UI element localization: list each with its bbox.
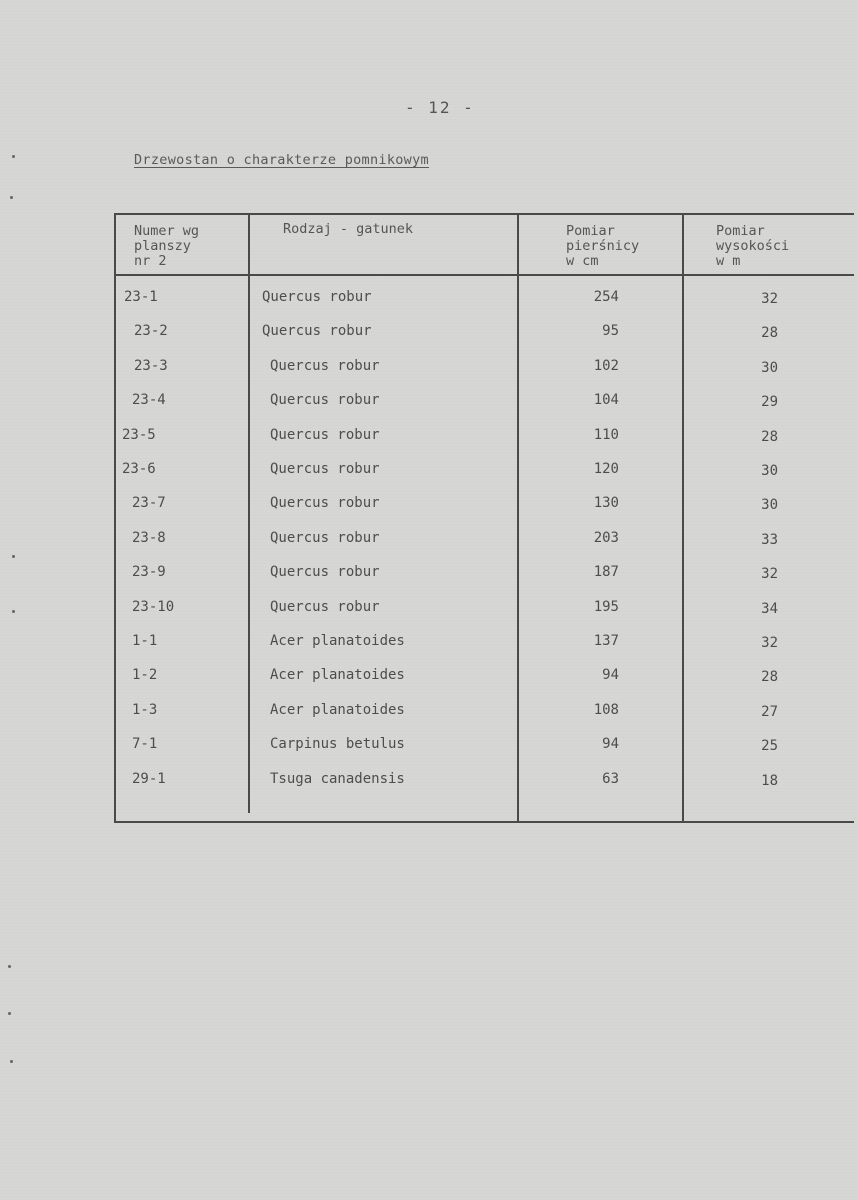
row-height: 30 <box>761 497 778 513</box>
row-number: 23-6 <box>122 461 156 477</box>
margin-mark <box>10 1060 13 1063</box>
document-title: Drzewostan o charakterze pomnikowym <box>134 152 429 168</box>
row-species: Quercus robur <box>262 323 372 339</box>
page-number: - 12 - <box>405 98 475 117</box>
row-circumference: 108 <box>593 702 619 718</box>
row-number: 7-1 <box>132 736 158 752</box>
table-col-divider-2 <box>517 213 519 822</box>
row-species: Quercus robur <box>270 392 380 408</box>
row-circumference: 102 <box>593 358 619 374</box>
row-species: Acer planatoides <box>270 667 405 683</box>
row-number: 23-1 <box>124 289 158 305</box>
margin-mark <box>10 196 13 199</box>
row-number: 23-3 <box>134 358 168 374</box>
row-height: 27 <box>761 704 778 720</box>
margin-mark <box>12 610 15 613</box>
table-header-rule <box>114 274 854 276</box>
row-number: 23-7 <box>132 495 166 511</box>
row-number: 1-2 <box>132 667 158 683</box>
row-height: 28 <box>761 429 778 445</box>
row-circumference: 63 <box>602 771 619 787</box>
row-number: 23-4 <box>132 392 166 408</box>
row-height: 30 <box>761 360 778 376</box>
table-left-rule <box>114 213 116 822</box>
margin-mark <box>12 155 15 158</box>
row-height: 29 <box>761 394 778 410</box>
row-number: 1-3 <box>132 702 158 718</box>
row-species: Tsuga canadensis <box>270 771 405 787</box>
row-height: 32 <box>761 566 778 582</box>
row-species: Quercus robur <box>270 530 380 546</box>
header-circumference: Pomiar pierśnicy w cm <box>566 223 640 269</box>
row-height: 34 <box>761 601 778 617</box>
row-circumference: 120 <box>593 461 619 477</box>
row-circumference: 137 <box>593 633 619 649</box>
table-col-divider-1 <box>248 213 250 813</box>
table-top-rule <box>114 213 854 215</box>
row-circumference: 94 <box>602 736 619 752</box>
row-height: 25 <box>761 738 778 754</box>
header-height: Pomiar wysokości w m <box>716 223 790 269</box>
header-number: Numer wg planszy nr 2 <box>134 223 200 269</box>
margin-mark <box>8 1012 11 1015</box>
row-number: 23-10 <box>132 599 175 615</box>
row-number: 23-9 <box>132 564 166 580</box>
row-height: 30 <box>761 463 778 479</box>
row-height: 33 <box>761 532 778 548</box>
row-species: Quercus robur <box>270 427 380 443</box>
margin-mark <box>8 965 11 968</box>
row-height: 32 <box>761 291 778 307</box>
row-height: 28 <box>761 325 778 341</box>
row-species: Quercus robur <box>262 289 372 305</box>
row-circumference: 110 <box>593 427 619 443</box>
row-number: 1-1 <box>132 633 158 649</box>
row-circumference: 130 <box>593 495 619 511</box>
row-species: Quercus robur <box>270 599 380 615</box>
row-species: Quercus robur <box>270 358 380 374</box>
row-circumference: 203 <box>593 530 619 546</box>
row-circumference: 187 <box>593 564 619 580</box>
row-circumference: 94 <box>602 667 619 683</box>
row-species: Quercus robur <box>270 564 380 580</box>
row-number: 23-8 <box>132 530 166 546</box>
row-height: 18 <box>761 773 778 789</box>
header-species: Rodzaj - gatunek <box>283 221 414 237</box>
row-circumference: 254 <box>593 289 619 305</box>
row-species: Acer planatoides <box>270 702 405 718</box>
row-species: Quercus robur <box>270 461 380 477</box>
row-height: 32 <box>761 635 778 651</box>
row-height: 28 <box>761 669 778 685</box>
row-species: Quercus robur <box>270 495 380 511</box>
row-number: 23-5 <box>122 427 156 443</box>
margin-mark <box>12 555 15 558</box>
row-species: Carpinus betulus <box>270 736 405 752</box>
row-species: Acer planatoides <box>270 633 405 649</box>
table-col-divider-3 <box>682 213 684 822</box>
row-number: 23-2 <box>134 323 168 339</box>
row-number: 29-1 <box>132 771 166 787</box>
table-bottom-rule <box>114 821 854 823</box>
row-circumference: 195 <box>593 599 619 615</box>
row-circumference: 95 <box>602 323 619 339</box>
row-circumference: 104 <box>593 392 619 408</box>
